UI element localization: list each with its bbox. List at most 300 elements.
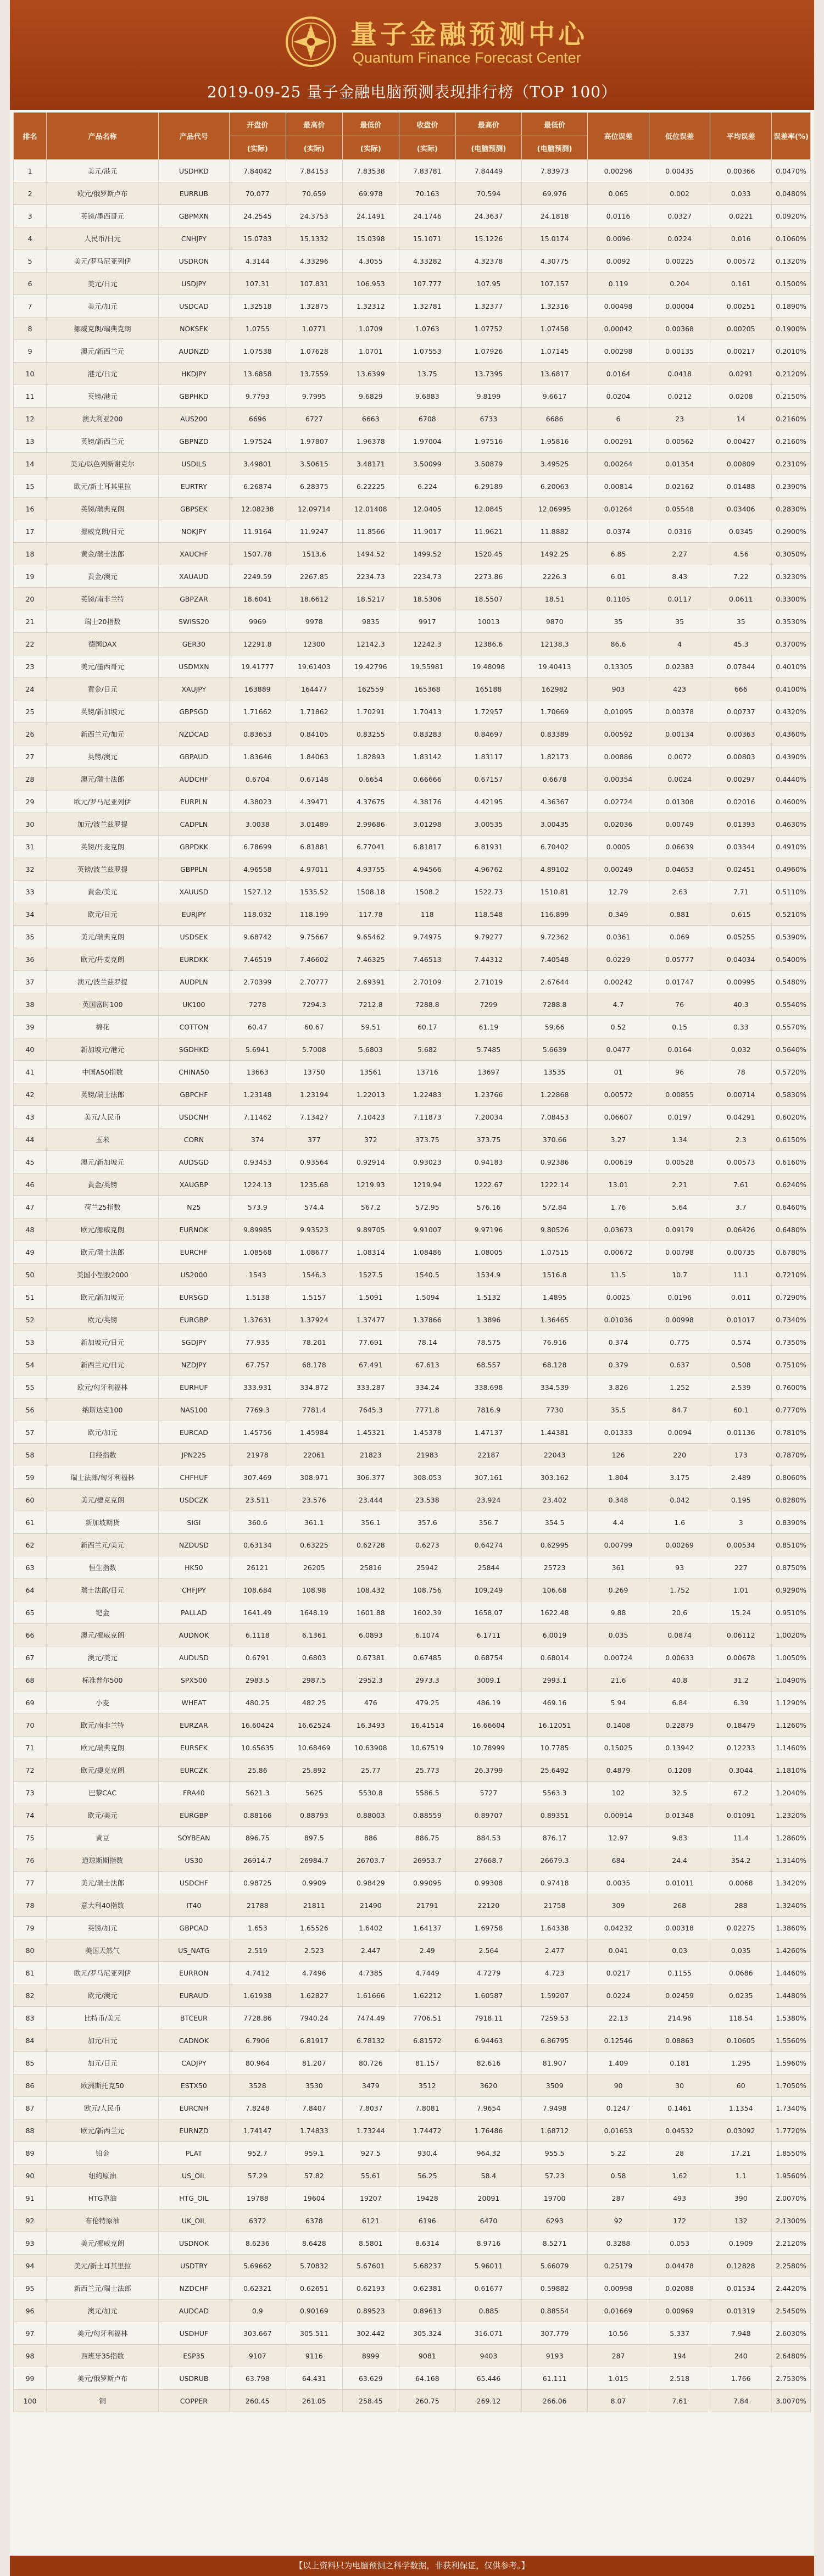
cell-low-error: 0.0196 [649,1286,710,1309]
cell-rank: 92 [14,2210,47,2232]
cell-low-predicted: 61.111 [522,2367,588,2390]
cell-open-actual: 896.75 [229,1827,286,1849]
cell-open-actual: 12.08238 [229,498,286,520]
cell-low-error: 0.06639 [649,836,710,858]
cell-high-actual: 7294.3 [286,993,342,1016]
cell-error-rate: 1.7050% [772,2074,811,2097]
cell-low-error: 0.00855 [649,1083,710,1106]
cell-open-actual: 7769.3 [229,1399,286,1421]
cell-product-code: EURSEK [159,1737,230,1759]
cell-high-error: 1.804 [588,1466,649,1489]
cell-close-actual: 357.6 [399,1511,455,1534]
cell-low-error: 30 [649,2074,710,2097]
cell-high-error: 0.4879 [588,1759,649,1782]
cell-low-actual: 19207 [342,2187,399,2210]
table-row [14,858,811,881]
cell-error-rate: 2.6030% [772,2322,811,2345]
cell-high-error: 0.00672 [588,1241,649,1264]
cell-open-actual: 63.798 [229,2367,286,2390]
cell-average-error: 0.00678 [710,1646,772,1669]
header-pred-high: 最高价 [455,113,521,136]
cell-close-actual: 81.157 [399,2052,455,2074]
cell-high-actual: 1.32875 [286,295,342,318]
cell-high-predicted: 10.78999 [455,1737,521,1759]
cell-product-code: NOKJPY [159,520,230,543]
cell-high-error: 1.76 [588,1196,649,1219]
cell-product-name: 美元/港元 [47,160,159,182]
cell-rank: 40 [14,1038,47,1061]
table-row [14,2255,811,2277]
cell-product-name: 意大利40指数 [47,1894,159,1917]
cell-low-predicted: 1222.14 [522,1173,588,1196]
cell-high-actual: 959.1 [286,2142,342,2165]
cell-high-predicted: 1658.07 [455,1601,521,1624]
cell-error-rate: 2.4420% [772,2277,811,2300]
cell-high-error: 0.00291 [588,430,649,453]
table-row [14,565,811,588]
cell-low-predicted: 4.30775 [522,250,588,272]
cell-high-predicted: 11.9621 [455,520,521,543]
cell-close-actual: 3.50099 [399,453,455,475]
cell-high-actual: 6.1361 [286,1624,342,1646]
cell-high-error: 3.27 [588,1128,649,1151]
cell-low-error: 0.069 [649,926,710,948]
table-row [14,2187,811,2210]
cell-low-error: 0.00998 [649,1309,710,1331]
table-row [14,2165,811,2187]
cell-product-code: EURCHF [159,1241,230,1264]
cell-high-actual: 7.46602 [286,948,342,971]
cell-product-code: NZDCAD [159,723,230,745]
cell-high-error: 22.13 [588,2007,649,2029]
table-row [14,430,811,453]
cell-high-actual: 15.1332 [286,227,342,250]
cell-product-code: EURGBP [159,1804,230,1827]
cell-low-error: 0.13942 [649,1737,710,1759]
cell-error-rate: 0.1890% [772,295,811,318]
cell-average-error: 78 [710,1061,772,1083]
cell-average-error: 1.766 [710,2367,772,2390]
cell-close-actual: 1.74472 [399,2119,455,2142]
cell-high-predicted: 1.69758 [455,1917,521,1939]
cell-high-error: 6 [588,408,649,430]
cell-average-error: 31.2 [710,1669,772,1692]
table-row [14,1827,811,1849]
cell-rank: 32 [14,858,47,881]
cell-rank: 61 [14,1511,47,1534]
cell-low-error: 423 [649,678,710,700]
cell-high-actual: 1235.68 [286,1173,342,1196]
cell-product-name: 澳大利亚200 [47,408,159,430]
cell-product-name: 美元/捷克克朗 [47,1489,159,1511]
cell-close-actual: 1.08486 [399,1241,455,1264]
cell-rank: 98 [14,2345,47,2367]
cell-product-name: 铂金 [47,2142,159,2165]
cell-close-actual: 107.777 [399,272,455,295]
cell-low-predicted: 876.17 [522,1827,588,1849]
cell-product-name: 澳元/美元 [47,1646,159,1669]
cell-high-actual: 1513.6 [286,543,342,565]
cell-average-error: 11.1 [710,1264,772,1286]
cell-average-error: 0.00205 [710,318,772,340]
cell-high-predicted: 22120 [455,1894,521,1917]
cell-rank: 20 [14,588,47,610]
cell-low-actual: 16.3493 [342,1714,399,1737]
cell-high-error: 0.348 [588,1489,649,1511]
cell-rank: 99 [14,2367,47,2390]
cell-open-actual: 23.511 [229,1489,286,1511]
cell-low-predicted: 6686 [522,408,588,430]
cell-low-actual: 3479 [342,2074,399,2097]
cell-error-rate: 1.7340% [772,2097,811,2119]
header-err-avg: 平均误差 [710,113,772,160]
cell-low-error: 0.04653 [649,858,710,881]
cell-high-predicted: 58.4 [455,2165,521,2187]
cell-error-rate: 1.4460% [772,1962,811,1984]
cell-rank: 65 [14,1601,47,1624]
cell-product-name: 比特币/美元 [47,2007,159,2029]
cell-low-error: 0.01011 [649,1872,710,1894]
cell-open-actual: 1.45756 [229,1421,286,1444]
cell-error-rate: 1.4480% [772,1984,811,2007]
cell-low-error: 0.04478 [649,2255,710,2277]
cell-rank: 54 [14,1354,47,1376]
table-row [14,1083,811,1106]
cell-product-code: PALLAD [159,1601,230,1624]
cell-high-error: 0.00249 [588,858,649,881]
cell-high-predicted: 1522.73 [455,881,521,903]
cell-high-actual: 0.93564 [286,1151,342,1173]
cell-rank: 66 [14,1624,47,1646]
cell-product-code: ESP35 [159,2345,230,2367]
cell-low-actual: 108.432 [342,1579,399,1601]
cell-average-error: 0.01488 [710,475,772,498]
table-row [14,1106,811,1128]
cell-low-actual: 2.99686 [342,813,399,836]
cell-product-name: 英镑/瑞典克朗 [47,498,159,520]
cell-low-predicted: 7.9498 [522,2097,588,2119]
cell-high-actual: 1648.19 [286,1601,342,1624]
cell-high-predicted: 26.3799 [455,1759,521,1782]
cell-rank: 39 [14,1016,47,1038]
table-row [14,498,811,520]
cell-product-name: 瑞士法郎/匈牙利福林 [47,1466,159,1489]
cell-close-actual: 18.5306 [399,588,455,610]
cell-low-predicted: 6293 [522,2210,588,2232]
cell-error-rate: 0.6150% [772,1128,811,1151]
cell-product-code: AUDUSD [159,1646,230,1669]
cell-low-predicted: 25.6492 [522,1759,588,1782]
cell-high-actual: 81.207 [286,2052,342,2074]
cell-open-actual: 0.9 [229,2300,286,2322]
cell-product-code: GBPNZD [159,430,230,453]
cell-high-predicted: 6.81931 [455,836,521,858]
cell-error-rate: 0.5570% [772,1016,811,1038]
cell-product-name: 欧洲斯托克50 [47,2074,159,2097]
cell-close-actual: 12.0405 [399,498,455,520]
cell-high-actual: 64.431 [286,2367,342,2390]
table-row [14,2390,811,2412]
cell-low-predicted: 6.0019 [522,1624,588,1646]
cell-low-predicted: 2226.3 [522,565,588,588]
cell-low-error: 0.00269 [649,1534,710,1556]
cell-low-actual: 24.1491 [342,205,399,227]
cell-product-code: EURCAD [159,1421,230,1444]
cell-high-error: 0.01333 [588,1421,649,1444]
cell-close-actual: 7706.51 [399,2007,455,2029]
cell-high-error: 0.01036 [588,1309,649,1331]
cell-product-name: 西班牙35指数 [47,2345,159,2367]
cell-error-rate: 1.2320% [772,1804,811,1827]
cell-product-code: AUDSGD [159,1151,230,1173]
cell-average-error: 0.01091 [710,1804,772,1827]
cell-high-actual: 6.28375 [286,475,342,498]
cell-high-predicted: 9.8199 [455,385,521,408]
cell-close-actual: 4.7449 [399,1962,455,1984]
cell-average-error: 390 [710,2187,772,2210]
cell-low-error: 0.0418 [649,363,710,385]
cell-error-rate: 0.3230% [772,565,811,588]
cell-average-error: 60 [710,2074,772,2097]
table-row [14,1354,811,1376]
cell-high-actual: 68.178 [286,1354,342,1376]
cell-high-actual: 1.84063 [286,745,342,768]
table-row [14,1331,811,1354]
cell-low-error: 4 [649,633,710,655]
table-row [14,1128,811,1151]
cell-error-rate: 1.1810% [772,1759,811,1782]
cell-open-actual: 260.45 [229,2390,286,2412]
cell-low-predicted: 354.5 [522,1511,588,1534]
cell-open-actual: 4.38023 [229,791,286,813]
table-row [14,1782,811,1804]
cell-rank: 97 [14,2322,47,2345]
cell-low-error: 0.0874 [649,1624,710,1646]
cell-low-predicted: 59.66 [522,1016,588,1038]
cell-close-actual: 70.163 [399,182,455,205]
cell-high-error: 01 [588,1061,649,1083]
cell-high-actual: 305.511 [286,2322,342,2345]
cell-product-name: 欧元/人民币 [47,2097,159,2119]
cell-open-actual: 1.653 [229,1917,286,1939]
cell-open-actual: 7.84042 [229,160,286,182]
cell-low-error: 40.8 [649,1669,710,1692]
cell-low-error: 32.5 [649,1782,710,1804]
cell-high-predicted: 1.07752 [455,318,521,340]
cell-open-actual: 573.9 [229,1196,286,1219]
cell-product-name: 黄金/澳元 [47,565,159,588]
cell-low-error: 0.00435 [649,160,710,182]
cell-average-error: 0.0235 [710,1984,772,2007]
cell-low-error: 0.01308 [649,791,710,813]
table-row [14,1601,811,1624]
cell-low-predicted: 5.66079 [522,2255,588,2277]
cell-high-predicted: 2273.86 [455,565,521,588]
cell-error-rate: 0.7290% [772,1286,811,1309]
cell-open-actual: 19.41777 [229,655,286,678]
cell-high-predicted: 82.616 [455,2052,521,2074]
table-row [14,1016,811,1038]
cell-high-actual: 18.6612 [286,588,342,610]
cell-product-code: GBPCHF [159,1083,230,1106]
cell-low-error: 0.02162 [649,475,710,498]
cell-high-error: 6.85 [588,543,649,565]
table-row [14,1219,811,1241]
cell-product-name: 美元/墨西哥元 [47,655,159,678]
cell-product-code: IT40 [159,1894,230,1917]
cell-low-actual: 0.89523 [342,2300,399,2322]
cell-product-code: GBPSEK [159,498,230,520]
cell-low-actual: 13561 [342,1061,399,1083]
cell-average-error: 7.22 [710,565,772,588]
cell-close-actual: 108.756 [399,1579,455,1601]
page-title: 2019-09-25 量子金融电脑预测表现排行榜（TOP 100） [207,83,617,101]
cell-high-predicted: 576.16 [455,1196,521,1219]
cell-low-predicted: 1.64338 [522,1917,588,1939]
table-row [14,1692,811,1714]
cell-low-error: 10.7 [649,1264,710,1286]
cell-product-code: JPN225 [159,1444,230,1466]
cell-product-name: 欧元/南非兰特 [47,1714,159,1737]
cell-low-error: 2.21 [649,1173,710,1196]
table-row [14,745,811,768]
cell-product-code: CADNOK [159,2029,230,2052]
cell-low-actual: 6663 [342,408,399,430]
cell-average-error: 227 [710,1556,772,1579]
cell-high-actual: 0.62651 [286,2277,342,2300]
cell-low-actual: 67.491 [342,1354,399,1376]
table-row [14,1624,811,1646]
cell-low-predicted: 7.08453 [522,1106,588,1128]
cell-product-code: UK_OIL [159,2210,230,2232]
table-row [14,1061,811,1083]
cell-low-error: 0.09179 [649,1219,710,1241]
cell-error-rate: 0.7210% [772,1264,811,1286]
cell-high-predicted: 3620 [455,2074,521,2097]
table-row [14,1286,811,1309]
table-row [14,1714,811,1737]
cell-high-error: 0.13305 [588,655,649,678]
cell-rank: 19 [14,565,47,588]
cell-close-actual: 21791 [399,1894,455,1917]
cell-average-error: 666 [710,678,772,700]
cell-close-actual: 56.25 [399,2165,455,2187]
cell-low-error: 0.053 [649,2232,710,2255]
table-row [14,836,811,858]
cell-close-actual: 23.538 [399,1489,455,1511]
cell-product-name: 瑞士20指数 [47,610,159,633]
cell-high-actual: 261.05 [286,2390,342,2412]
cell-high-actual: 2.523 [286,1939,342,1962]
cell-high-actual: 308.971 [286,1466,342,1489]
cell-high-predicted: 165188 [455,678,521,700]
table-row [14,1646,811,1669]
cell-error-rate: 0.5110% [772,881,811,903]
cell-close-actual: 1540.5 [399,1264,455,1286]
cell-close-actual: 0.89613 [399,2300,455,2322]
cell-open-actual: 480.25 [229,1692,286,1714]
cell-average-error: 354.2 [710,1849,772,1872]
cell-low-predicted: 5563.3 [522,1782,588,1804]
cell-high-error: 0.0477 [588,1038,649,1061]
cell-high-predicted: 0.84697 [455,723,521,745]
cell-open-actual: 303.667 [229,2322,286,2345]
cell-rank: 96 [14,2300,47,2322]
cell-high-error: 0.25179 [588,2255,649,2277]
cell-rank: 35 [14,926,47,948]
cell-high-predicted: 13.7395 [455,363,521,385]
cell-high-predicted: 70.594 [455,182,521,205]
cell-product-code: CHINA50 [159,1061,230,1083]
cell-error-rate: 0.5480% [772,971,811,993]
cell-high-error: 0.0374 [588,520,649,543]
cell-high-predicted: 118.548 [455,903,521,926]
cell-high-predicted: 3009.1 [455,1669,521,1692]
cell-low-error: 0.01354 [649,453,710,475]
cell-product-code: XAUUSD [159,881,230,903]
cell-high-error: 0.06607 [588,1106,649,1128]
cell-low-actual: 2.447 [342,1939,399,1962]
cell-product-code: HTG_OIL [159,2187,230,2210]
cell-rank: 22 [14,633,47,655]
cell-open-actual: 1.5138 [229,1286,286,1309]
cell-close-actual: 7.8081 [399,2097,455,2119]
cell-low-error: 5.64 [649,1196,710,1219]
cell-high-actual: 6.81917 [286,2029,342,2052]
cell-open-actual: 163889 [229,678,286,700]
cell-high-predicted: 4.32378 [455,250,521,272]
cell-average-error: 173 [710,1444,772,1466]
cell-error-rate: 2.0070% [772,2187,811,2210]
cell-low-error: 0.204 [649,272,710,295]
cell-high-predicted: 1.97516 [455,430,521,453]
table-row [14,588,811,610]
table-row [14,2052,811,2074]
cell-product-name: 荷兰25指数 [47,1196,159,1219]
cell-average-error: 0.035 [710,1939,772,1962]
cell-product-name: 黄金/英镑 [47,1173,159,1196]
cell-low-actual: 356.1 [342,1511,399,1534]
cell-product-code: EURJPY [159,903,230,926]
cell-product-name: 玉米 [47,1128,159,1151]
cell-error-rate: 0.5830% [772,1083,811,1106]
cell-error-rate: 0.3530% [772,610,811,633]
cell-product-code: CHFJPY [159,1579,230,1601]
header-err-pct: 误差率(%) [772,113,811,160]
cell-low-error: 1.6 [649,1511,710,1534]
header-pred-low: 最低价 [522,113,588,136]
cell-low-error: 268 [649,1894,710,1917]
brand-name-cn: 量子金融预测中心 [350,19,588,50]
cell-close-actual: 1.97004 [399,430,455,453]
cell-high-actual: 1.97807 [286,430,342,453]
table-row [14,1894,811,1917]
cell-high-error: 0.00296 [588,160,649,182]
cell-high-predicted: 884.53 [455,1827,521,1849]
cell-product-code: EURNZD [159,2119,230,2142]
header-rank: 排名 [14,113,47,160]
cell-product-code: GER30 [159,633,230,655]
cell-error-rate: 0.8060% [772,1466,811,1489]
cell-high-predicted: 0.89707 [455,1804,521,1827]
cell-product-name: 欧元/日元 [47,903,159,926]
cell-error-rate: 0.9290% [772,1579,811,1601]
cell-close-actual: 67.613 [399,1354,455,1376]
cell-low-error: 0.00749 [649,813,710,836]
cell-product-code: USDMXN [159,655,230,678]
subheader-open: (实际) [229,136,286,160]
cell-high-actual: 1.62827 [286,1984,342,2007]
